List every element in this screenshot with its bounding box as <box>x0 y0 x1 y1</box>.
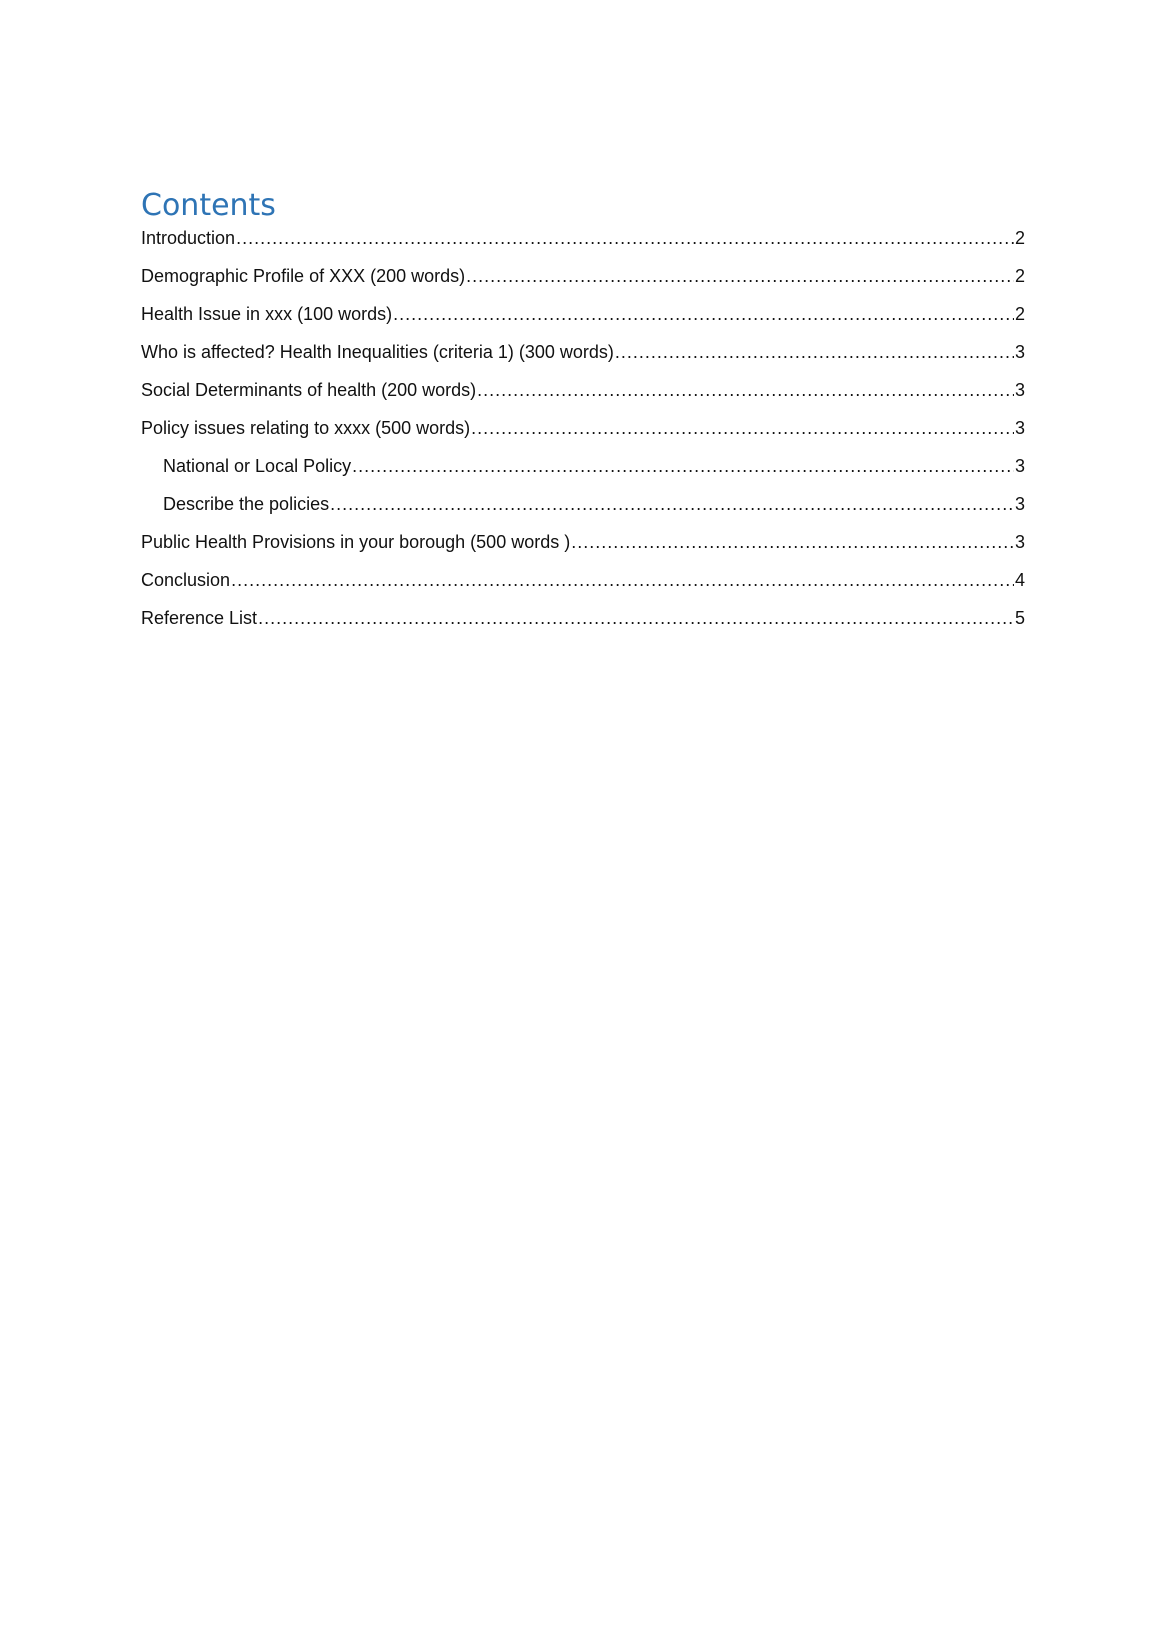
toc-page-number: 3 <box>1014 342 1025 362</box>
toc-entry-demographic-profile[interactable] <box>141 266 1025 304</box>
toc-dot-leader <box>615 342 1014 363</box>
table-of-contents <box>141 188 1025 646</box>
toc-entry-reference-list[interactable] <box>141 608 1025 646</box>
toc-dot-leader <box>330 494 1014 515</box>
toc-dot-leader <box>466 266 1014 287</box>
toc-entry-introduction[interactable] <box>141 228 1025 266</box>
toc-title: Contents <box>141 188 276 223</box>
toc-entry-conclusion[interactable] <box>141 570 1025 608</box>
toc-dot-leader <box>352 456 1014 477</box>
toc-entry-national-or-local-policy[interactable] <box>141 456 1025 494</box>
toc-entry-describe-the-policies[interactable] <box>141 494 1025 532</box>
toc-entry-text: Conclusion <box>141 570 231 590</box>
toc-entry-who-is-affected[interactable] <box>141 342 1025 380</box>
toc-dot-leader <box>477 380 1014 401</box>
toc-page-number: 3 <box>1014 418 1025 438</box>
toc-page-number: 3 <box>1014 456 1025 476</box>
toc-entry-text: Introduction <box>141 228 236 248</box>
toc-entry-text: National or Local Policy <box>163 456 352 476</box>
toc-dot-leader <box>258 608 1014 629</box>
toc-entry-text: Reference List <box>141 608 258 628</box>
toc-entry-text: Health Issue in xxx (100 words) <box>141 304 393 324</box>
toc-entry-text: Policy issues relating to xxxx (500 words) <box>141 418 471 438</box>
toc-dot-leader <box>471 418 1014 439</box>
toc-dot-leader <box>571 532 1014 553</box>
toc-page-number: 2 <box>1014 304 1025 324</box>
toc-entry-policy-issues[interactable] <box>141 418 1025 456</box>
toc-entry-social-determinants[interactable] <box>141 380 1025 418</box>
toc-page-number: 3 <box>1014 494 1025 514</box>
toc-entry-text: Public Health Provisions in your borough (500 words ) <box>141 532 571 552</box>
toc-entry-public-health-provisions[interactable] <box>141 532 1025 570</box>
toc-entry-health-issue[interactable] <box>141 304 1025 342</box>
toc-entry-text: Social Determinants of health (200 words) <box>141 380 477 400</box>
toc-page-number: 2 <box>1014 266 1025 286</box>
toc-entry-text: Who is affected? Health Inequalities (criteria 1) (300 words) <box>141 342 614 362</box>
toc-entry-text: Describe the policies <box>163 494 330 514</box>
toc-dot-leader <box>231 570 1014 591</box>
toc-entry-text: Demographic Profile of XXX (200 words) <box>141 266 466 286</box>
toc-page-number: 3 <box>1014 380 1025 400</box>
toc-page-number: 4 <box>1014 570 1025 590</box>
toc-page-number: 5 <box>1014 608 1025 628</box>
toc-dot-leader <box>393 304 1014 325</box>
toc-page-number: 3 <box>1014 532 1025 552</box>
toc-dot-leader <box>236 228 1014 249</box>
toc-page-number: 2 <box>1014 228 1025 248</box>
